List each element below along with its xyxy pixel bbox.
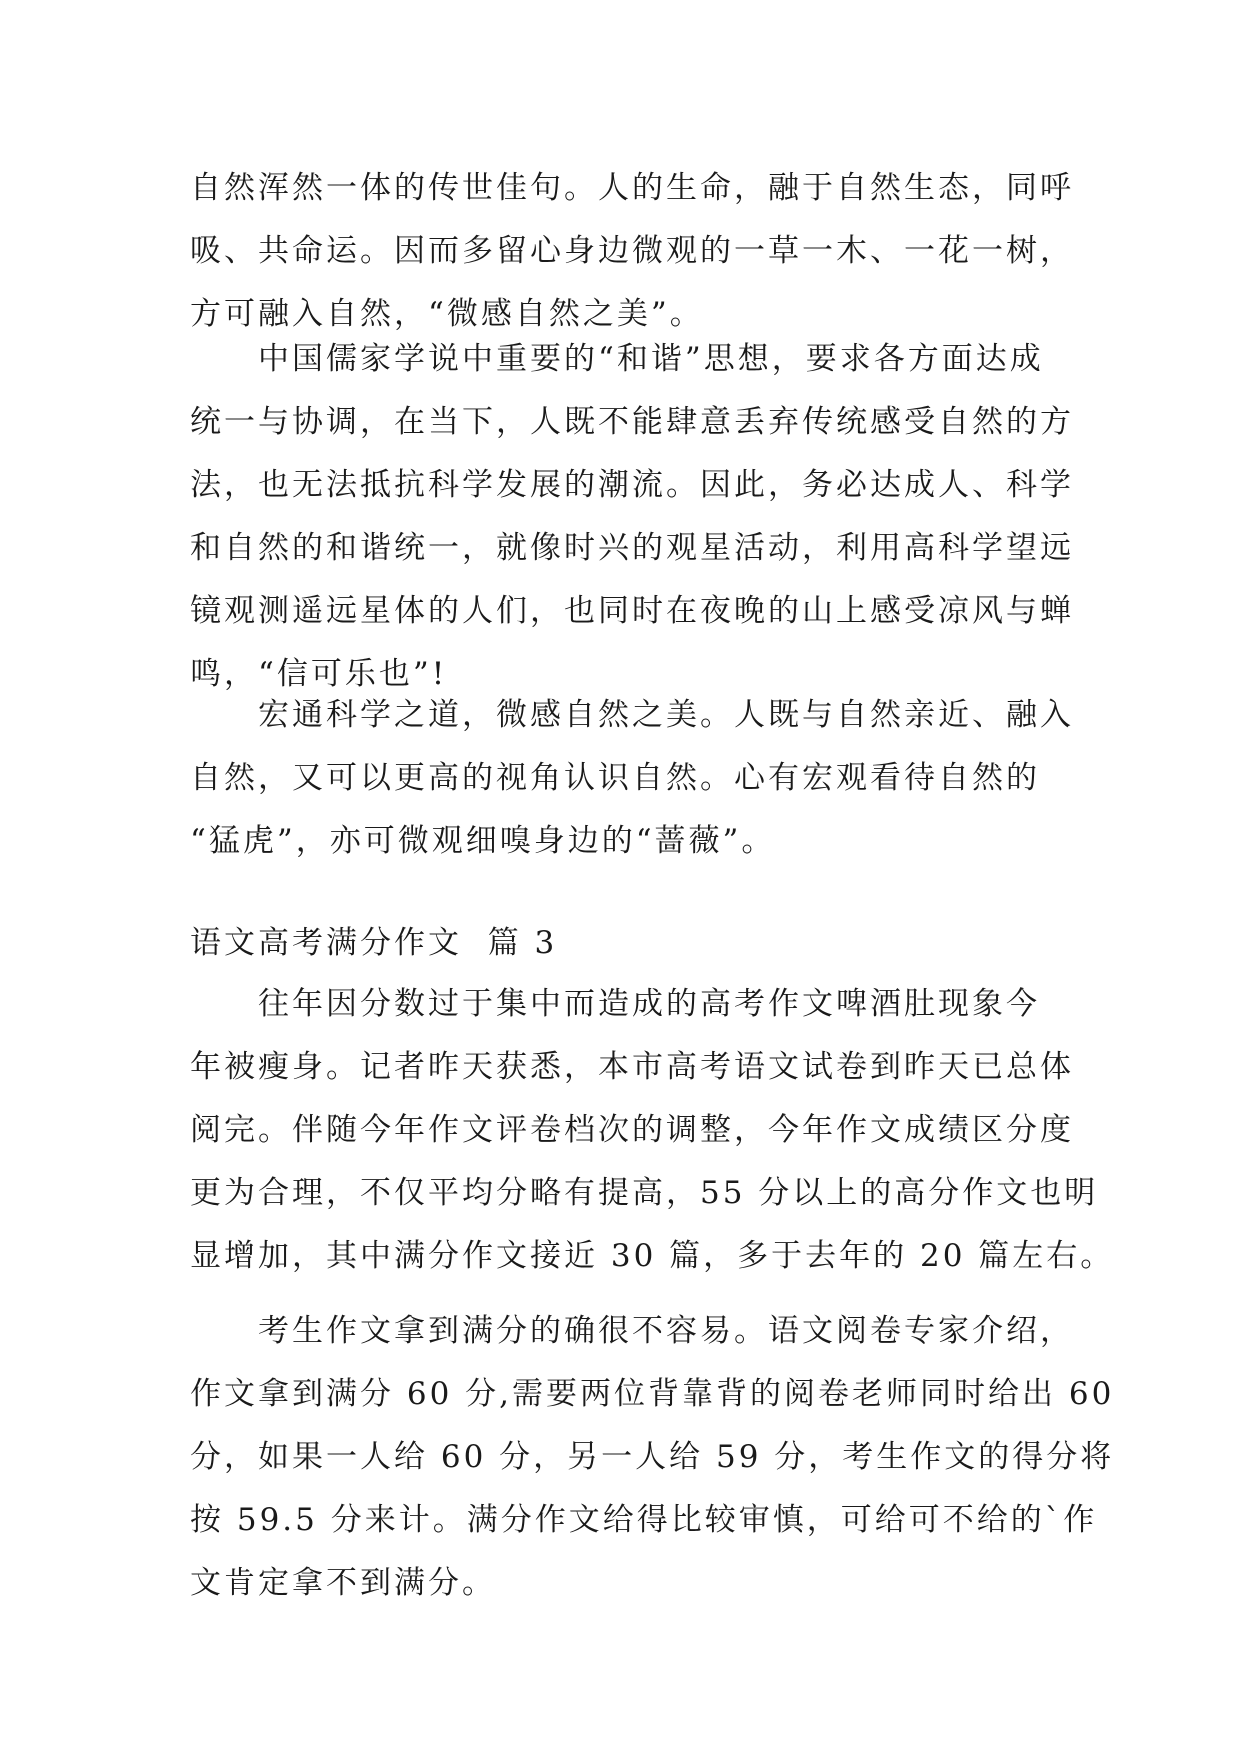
paragraph-line: 宏通科学之道，微感自然之美。人既与自然亲近、融入 — [258, 697, 1074, 733]
paragraph-line: 和自然的和谐统一，就像时兴的观星活动，利用高科学望远 — [190, 530, 1074, 566]
paragraph-line: 考生作文拿到满分的确很不容易。语文阅卷专家介绍， — [258, 1313, 1074, 1349]
paragraph-line: 作文拿到满分 60 分,需要两位背靠背的阅卷老师同时给出 60 — [190, 1376, 1115, 1412]
paragraph-line: 阅完。伴随今年作文评卷档次的调整，今年作文成绩区分度 — [190, 1112, 1074, 1148]
paragraph-line: 中国儒家学说中重要的“和谐”思想，要求各方面达成 — [258, 341, 1044, 377]
paragraph-line: 自然浑然一体的传世佳句。人的生命，融于自然生态，同呼 — [190, 170, 1074, 206]
paragraph-line: 文肯定拿不到满分。 — [190, 1565, 496, 1601]
paragraph-line: 年被瘦身。记者昨天获悉，本市高考语文试卷到昨天已总体 — [190, 1049, 1074, 1085]
paragraph-4 — [190, 973, 1115, 1288]
paragraph-line: 吸、共命运。因而多留心身边微观的一草一木、一花一树， — [190, 233, 1074, 269]
paragraph-3 — [190, 684, 1074, 873]
paragraph-line: 方可融入自然，“微感自然之美”。 — [190, 296, 704, 332]
paragraph-line: 分，如果一人给 60 分，另一人给 59 分，考生作文的得分将 — [190, 1439, 1115, 1475]
paragraph-line: 往年因分数过于集中而造成的高考作文啤酒肚现象今 — [258, 986, 1040, 1022]
paragraph-line: “猛虎”，亦可微观细嗅身边的“蔷薇”。 — [190, 823, 776, 859]
paragraph-5 — [190, 1300, 1115, 1615]
paragraph-line: 镜观测遥远星体的人们，也同时在夜晚的山上感受凉风与蝉 — [190, 593, 1074, 629]
paragraph-2 — [190, 328, 1074, 706]
section-heading-block — [190, 912, 1050, 975]
paragraph-line: 统一与协调，在当下，人既不能肆意丢弃传统感受自然的方 — [190, 404, 1074, 440]
paragraph-line: 显增加，其中满分作文接近 30 篇，多于去年的 20 篇左右。 — [190, 1238, 1115, 1274]
paragraph-line: 法，也无法抵抗科学发展的潮流。因此，务必达成人、科学 — [190, 467, 1074, 503]
paragraph-line: 按 59.5 分来计。满分作文给得比较审慎，可给可不给的`作 — [190, 1502, 1098, 1538]
paragraph-line: 鸣，“信可乐也”! — [190, 656, 448, 692]
paragraph-line: 更为合理，不仅平均分略有提高，55 分以上的高分作文也明 — [190, 1175, 1099, 1211]
section-heading: 语文高考满分作文 篇 3 — [190, 925, 558, 961]
paragraph-1 — [190, 157, 1074, 346]
paragraph-line: 自然，又可以更高的视角认识自然。心有宏观看待自然的 — [190, 760, 1040, 796]
